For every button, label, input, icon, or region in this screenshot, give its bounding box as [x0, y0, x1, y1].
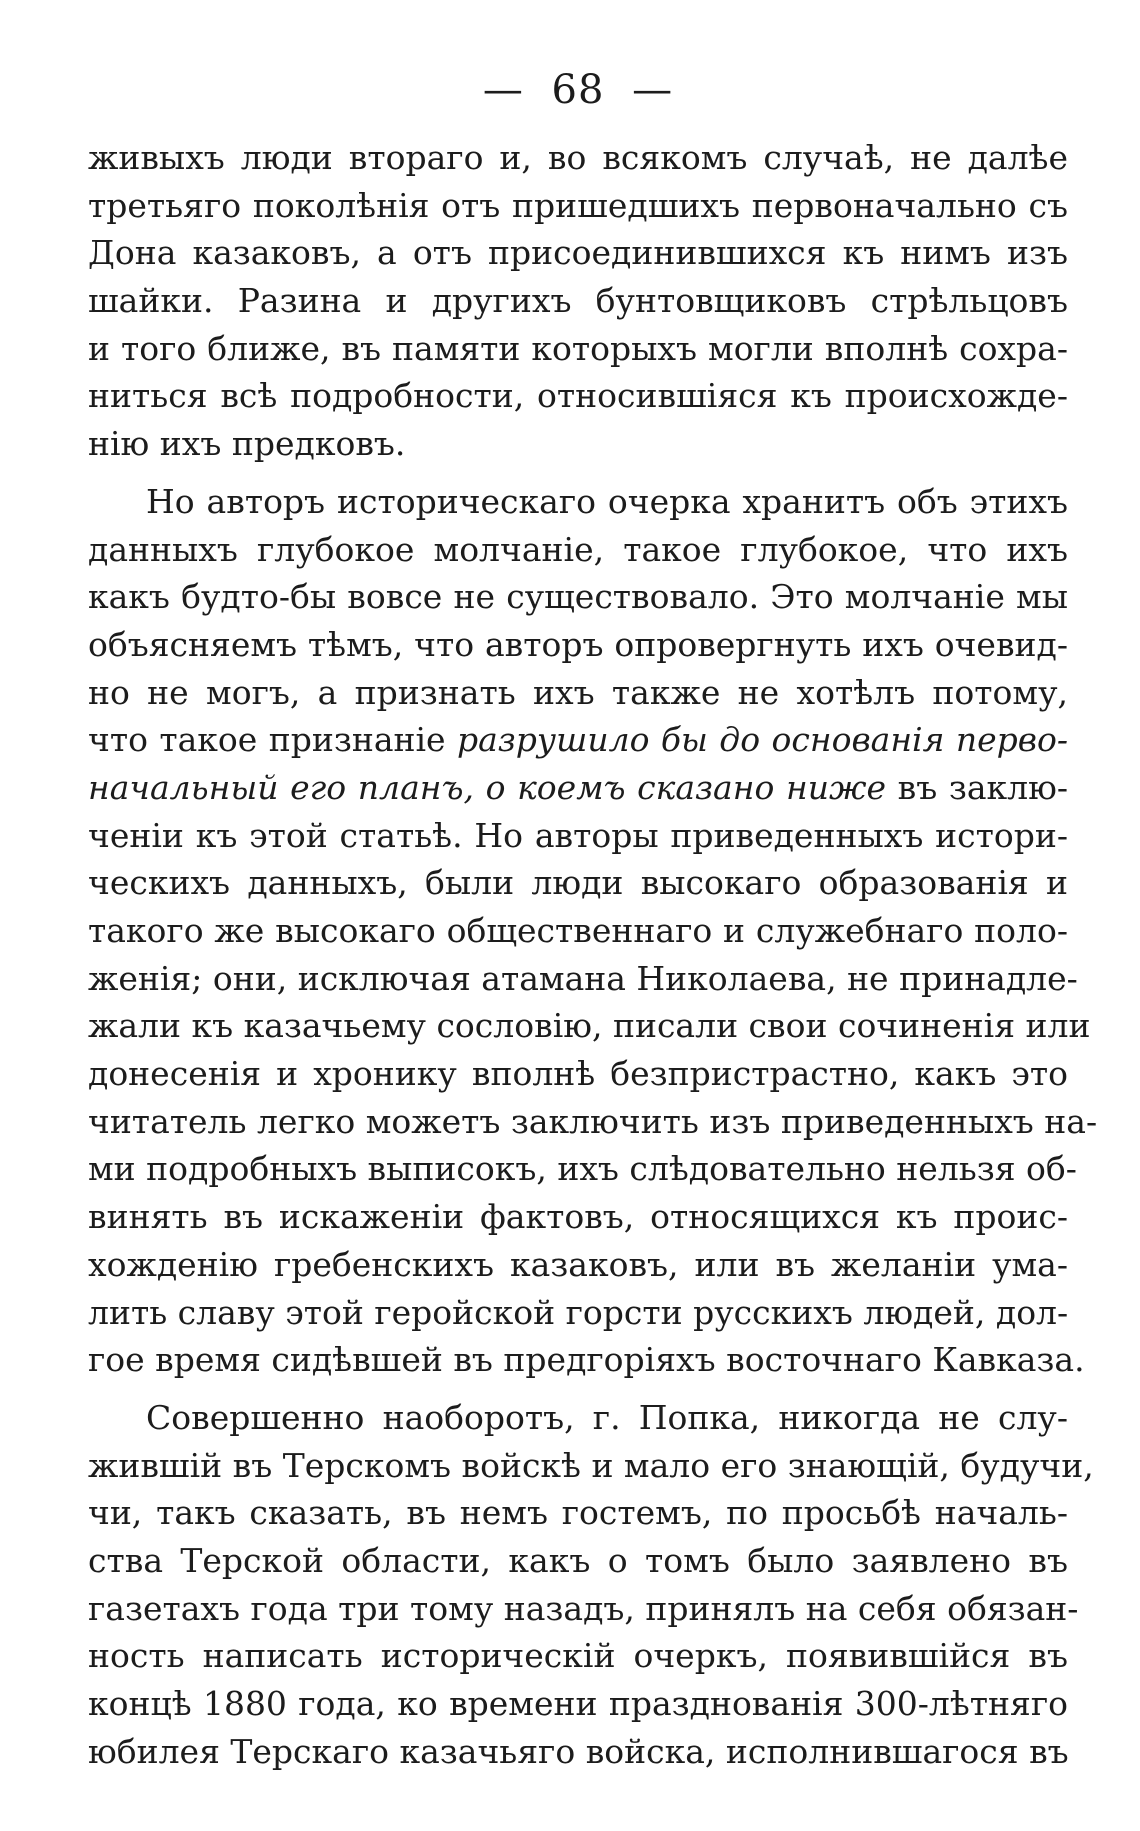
page-number-dash-right: — [632, 67, 674, 113]
text-line: жившій въ Терскомъ войскѣ и мало его знающій, будучи, [88, 1445, 1094, 1485]
text-line: но не могъ, а признать ихъ также не хотѣлъ потому, [88, 672, 1068, 712]
text-line: такого же высокаго общественнаго и служебнаго поло- [88, 911, 1068, 950]
paragraph-2 [88, 478, 1098, 1384]
text-line: третьяго поколѣнія отъ пришедшихъ первоначально съ [88, 185, 1068, 225]
paragraph-1 [88, 134, 1068, 468]
text-segment: что такое признаніе [88, 720, 446, 760]
text-line: жали къ казачьему сословію, писали свои сочиненія или [88, 1006, 1091, 1046]
text-segment: въ заклю- [897, 767, 1068, 807]
text-line: ниться всѣ подробности, относившіяся къ происхожде- [88, 376, 1068, 416]
text-line: концѣ 1880 года, ко времени празднованія 300-лѣтняго [88, 1684, 1068, 1723]
text-line: Совершенно наоборотъ, г. Попка, никогда не слу- [146, 1397, 1068, 1437]
text-line: нію ихъ предковъ. [88, 424, 406, 464]
text-line: какъ будто-бы вовсе не существовало. Это молчаніе мы [88, 577, 1068, 617]
text-line: хожденію гребенскихъ казаковъ, или въ желаніи ума- [88, 1244, 1068, 1284]
italic-emphasis: разрушило бы до основанія перво- [457, 720, 1069, 760]
text-line: чи, такъ сказать, въ немъ гостемъ, по просьбѣ началь- [88, 1493, 1068, 1533]
text-line-with-emphasis [88, 716, 1068, 764]
paragraph-3 [88, 1394, 1094, 1776]
text-line: ми подробныхъ выписокъ, ихъ слѣдовательно нельзя об- [88, 1149, 1077, 1189]
page-number-dash-left: — [482, 67, 524, 113]
text-line: лить славу этой геройской горсти русскихъ людей, дол- [88, 1292, 1069, 1332]
document-page [88, 60, 1098, 1775]
text-line: ченіи къ этой статьѣ. Но авторы приведенныхъ истори- [88, 815, 1068, 855]
text-line: ства Терской области, какъ о томъ было заявлено въ [88, 1540, 1068, 1580]
text-line: газетахъ года три тому назадъ, принялъ на себя обязан- [88, 1588, 1079, 1628]
page-number: 68 [551, 67, 605, 113]
text-line: Дона казаковъ, а отъ присоединившихся къ нимъ изъ [88, 233, 1068, 273]
text-line: женія; они, исключая атамана Николаева, не принадле- [88, 958, 1078, 998]
text-line: и того ближе, въ памяти которыхъ могли вполнѣ сохра- [88, 328, 1068, 368]
text-line: Но авторъ историческаго очерка хранитъ объ этихъ [146, 481, 1068, 521]
text-line: ность написать историческій очеркъ, появившійся въ [88, 1636, 1068, 1676]
italic-emphasis: начальный его планъ, о коемъ сказано ниже [88, 767, 886, 807]
text-line: винять въ искаженіи фактовъ, относящихся къ проис- [88, 1197, 1068, 1237]
text-line: донесенія и хронику вполнѣ безпристрастно, какъ это [88, 1054, 1068, 1094]
text-line: ческихъ данныхъ, были люди высокаго образованія и [88, 863, 1068, 903]
text-line: шайки. Разина и другихъ бунтовщиковъ стрѣльцовъ [88, 281, 1068, 321]
text-line: читатель легко можетъ заключить изъ приведенныхъ на- [88, 1101, 1098, 1141]
text-line: гое время сидѣвшей въ предгоріяхъ восточнаго Кавказа. [88, 1340, 1085, 1380]
text-line: живыхъ люди втораго и, во всякомъ случаѣ, не далѣе [88, 138, 1068, 177]
text-line: объясняемъ тѣмъ, что авторъ опровергнуть ихъ очевид- [88, 624, 1068, 664]
text-line-with-emphasis [88, 764, 1068, 812]
text-line: юбилея Терскаго казачьяго войска, исполнившагося въ [88, 1731, 1069, 1771]
text-line: данныхъ глубокое молчаніе, такое глубокое, что ихъ [88, 529, 1068, 569]
page-number-header [88, 60, 1068, 120]
